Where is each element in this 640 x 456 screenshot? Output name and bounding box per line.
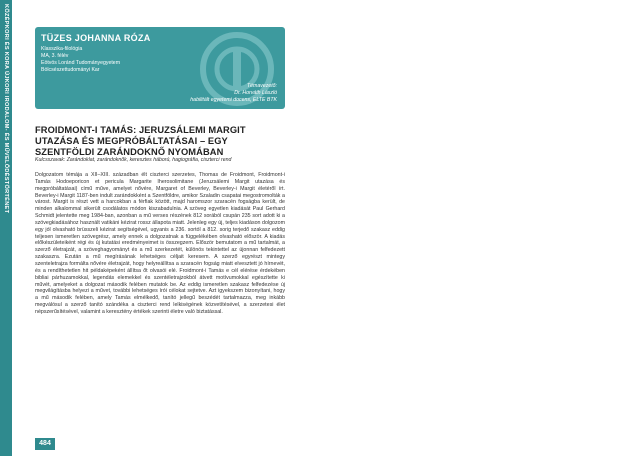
section-sidebar (0, 0, 12, 456)
author-name: TÜZES JOHANNA RÓZA (41, 33, 151, 43)
supervisor-title: habilitált egyetemi docens, ELTE BTK (190, 97, 277, 103)
page-number: 484 (35, 438, 55, 450)
author-field: Klasszika-filológia (41, 46, 83, 52)
abstract-body: Dolgozatom témája a XII–XIII. században élt ciszterci szerzetes, Thomas de Froidmont, Froidmont-i Tamás Hodoeporicon et pericula Margarite Iherosolimitane (Jeruzsálemi Margit utazása és megpróbáltatásai) című műve, amelyet nővére, Margaret of Beverley, Beverley-i Margit életéről írt. Beverley-i Margit 1187-ben indult zarándokként a Szentföldre, amikor Szaladin csapatai megostromolták a várost. Margit is részt vett a harcokban a férfiak között, majd haromszor szaracén fogságba került, de minden alkalommal sikerült csodálatos módon kiszabadulnia. A szöveg egyetlen kiadását Paul Gerhard Schmidt jelentette meg 1984-ban, azonban a mű verses részének 812 sorából csupán 235 sort adott ki a szövegkiadásához használt vatikáni kézirat rossz állapota miatt. Jelenleg egy új, teljes kiadáson dolgozom egy jól olvasható brüsszeli kézirat segítségével, ugyanis a 236. sortól a 812. sorig terjedő szakasz eddig teljesen ismeretlen szövegrész, amely ennek a dolgozatnak a függelékében olvasható először. A kiadás előkészületeiként régi és új kutatási eredményeimet is összegzem. Először bemutatom a mű tartalmát, a szerző életrajzát, a szöveghagyományt és a mű szerkezetét, különös tekintettel az újonnan felfedezett szakaszra. Ezután a mű megírásának lehetséges céljait keresem. A szerző egyrészt mintegy szenteletrajza formálta nővére életrajzát, hogy helyreállítsa a szaracén fogság miatt elvesztett jó hírnevét, és a rendíthetetlen hit példaképeként állítsa őt olvasói elé. Froidmont-i Tamás e cél elérése érdekében bibliai párhuzamokkal, legendás elemekkel és szentéletrajzokból átvett motívumokkal egészítette ki művét, amelyeket a dolgozat második felében mutatok be. Az eddig ismeretlen szakasz felfedezése új megvilágításba helyezi a művet, további lehetséges írói célokat sejtetve. Azt igyekszem bizonyítani, hogy a mű második felében, amely Tamás elmélkedő, tanító jellegű beszédét tartalmazza, meg inkább megválósul a szerző tanító szándéka a ciszterci rend lelkiségének közvetítésével, a szerzetesi élet népszerűsítésével, valamint a keresztény értékek szerinti életre való biztatással. (35, 172, 285, 315)
supervisor-name: Dr. Horváth László (234, 90, 277, 96)
author-university: Eötvös Loránd Tudományegyetem (41, 60, 121, 66)
section-label: KÖZÉPKORI ÉS KORA ÚJKORI IRODALOM- ÉS MŰVELŐDÉSTÖRTÉNET (3, 4, 9, 214)
author-semester: MA, 3. félév (41, 53, 69, 59)
keywords: Kulcsszavak: Zarándoklat, zarándoknők, keresztes háború, hagiográfia, ciszterci rend (35, 157, 232, 163)
supervisor-label: Témavezető: (247, 83, 277, 89)
author-info-box (35, 27, 285, 109)
author-faculty: Bölcsészettudományi Kar (41, 67, 100, 73)
article-title: FROIDMONT-I TAMÁS: JERUZSÁLEMI MARGIT UTAZÁSA ÉS MEGPRÓBÁLTATÁSAI – EGY SZENTFÖLDI ZARÁNDOKNŐ NYOMÁBAN (35, 125, 246, 157)
